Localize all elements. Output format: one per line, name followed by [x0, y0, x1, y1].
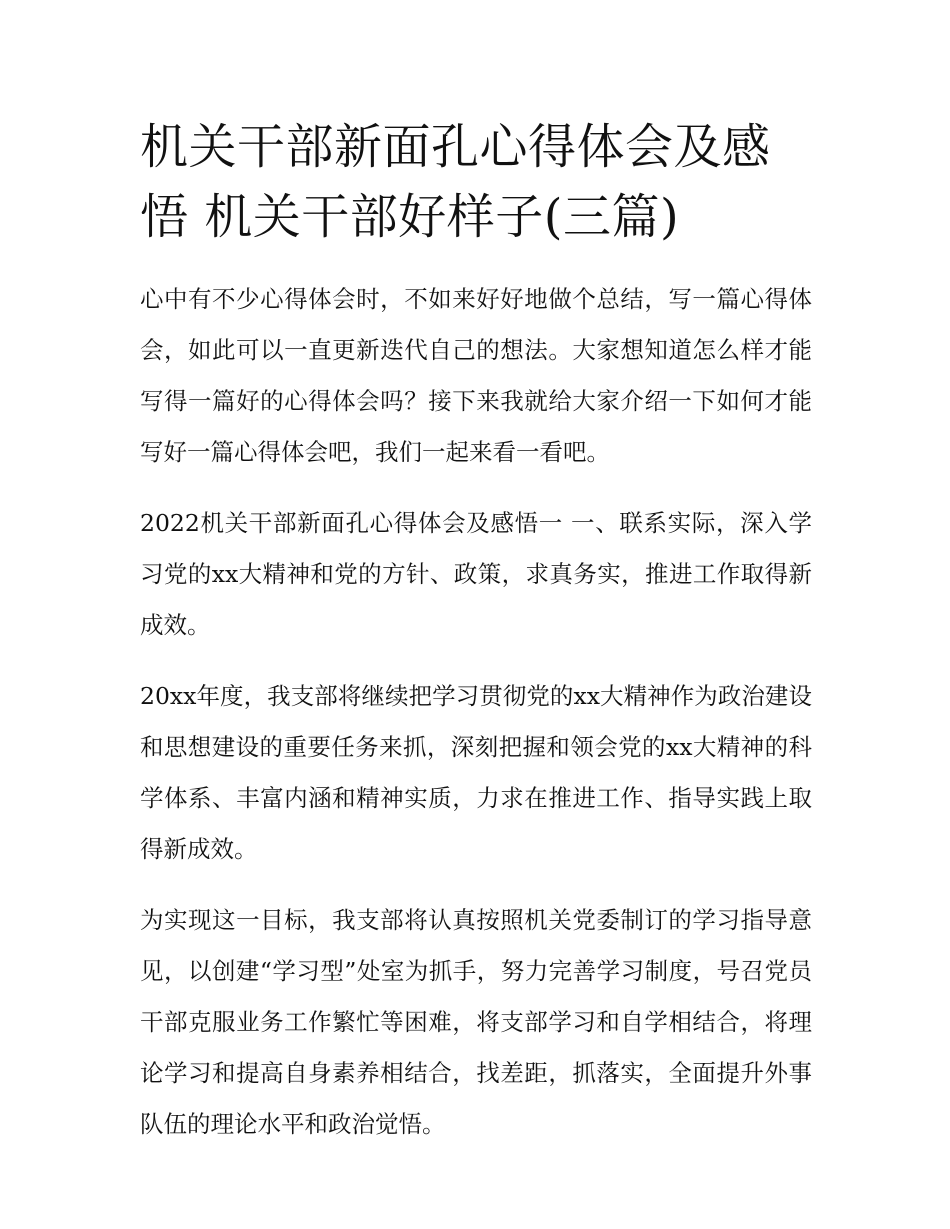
document-body	[140, 112, 812, 1150]
paragraph-goal: 为实现这一目标，我支部将认真按照机关党委制订的学习指导意见，以创建“学习型”处室为抓手，努力完善学习制度，号召党员干部克服业务工作繁忙等困难，将支部学习和自学相结合，将理论学习和提高自身素养相结合，找差距，抓落实，全面提升外事队伍的理论水平和政治觉悟。	[140, 906, 812, 1138]
paragraph-annual-plan: 20xx年度，我支部将继续把学习贯彻党的xx大精神作为政治建设和思想建设的重要任务来抓，深刻把握和领会党的xx大精神的科学体系、丰富内涵和精神实质，力求在推进工作、指导实践上取得新成效。	[140, 682, 812, 863]
document-title: 机关干部新面孔心得体会及感悟 机关干部好样子(三篇)	[140, 119, 771, 245]
paragraph-section-one: 2022机关干部新面孔心得体会及感悟一 一、联系实际，深入学习党的xx大精神和党的方针、政策，求真务实，推进工作取得新成效。	[140, 509, 812, 639]
paragraph-intro: 心中有不少心得体会时，不如来好好地做个总结，写一篇心得体会，如此可以一直更新迭代自己的想法。大家想知道怎么样才能写得一篇好的心得体会吗？接下来我就给大家介绍一下如何才能写好一篇心得体会吧，我们一起来看一看吧。	[140, 285, 812, 466]
